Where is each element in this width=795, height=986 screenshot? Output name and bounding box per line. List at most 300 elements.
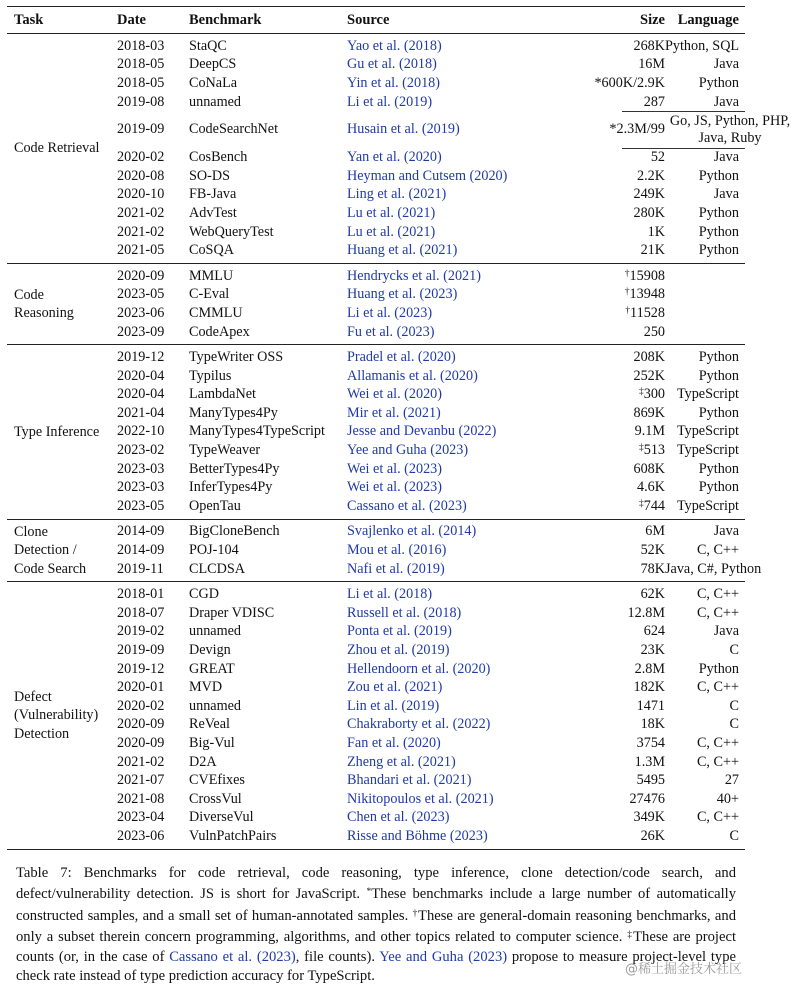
header-benchmark: Benchmark: [189, 11, 262, 28]
benchmark-cell: CosBench: [189, 149, 248, 166]
size-value: 26K: [640, 827, 665, 844]
header-source: Source: [347, 11, 390, 28]
source-citation-link[interactable]: Zhou et al. (2019): [347, 642, 450, 659]
benchmark-cell: CrossVul: [189, 790, 242, 807]
table-row: [7, 734, 745, 753]
date-cell: 2020-09: [117, 734, 165, 751]
table-row: [7, 641, 745, 660]
source-citation-link[interactable]: Zheng et al. (2021): [347, 753, 456, 770]
size-cell: [567, 498, 665, 515]
size-value: *2.3M/99: [609, 121, 665, 138]
source-citation-link[interactable]: Huang et al. (2021): [347, 242, 458, 259]
language-cell: Python: [698, 460, 739, 477]
benchmark-cell: DiverseVul: [189, 809, 254, 826]
size-footnote-mark: ‡: [638, 443, 644, 454]
date-cell: 2023-06: [117, 827, 165, 844]
size-cell: [567, 772, 665, 789]
language-cell: Python: [698, 74, 739, 91]
benchmark-cell: POJ-104: [189, 542, 239, 559]
language-cell: C: [729, 827, 739, 844]
language-cell: Python: [698, 479, 739, 496]
size-cell: [567, 168, 665, 185]
size-cell: [567, 642, 665, 659]
size-cell: [567, 286, 665, 303]
source-citation-link[interactable]: Yan et al. (2020): [347, 149, 442, 166]
task-label-line: Type Inference: [14, 423, 100, 440]
size-cell: [567, 405, 665, 422]
size-cell: [567, 828, 665, 845]
language-cell: C, C++: [696, 809, 739, 826]
task-label: [14, 286, 74, 323]
language-cell: Java: [713, 623, 739, 640]
source-citation-link[interactable]: Nafi et al. (2019): [347, 560, 445, 577]
size-cell: [567, 442, 665, 459]
table-row: [7, 267, 745, 286]
size-footnote-mark: †: [624, 287, 630, 298]
size-value: 287: [643, 93, 665, 110]
date-cell: 2018-05: [117, 56, 165, 73]
date-cell: 2018-05: [117, 74, 165, 91]
size-value: 869K: [633, 404, 665, 421]
source-citation-link[interactable]: Bhandari et al. (2021): [347, 772, 472, 789]
size-value: 21K: [640, 242, 665, 259]
benchmark-cell: CodeSearchNet: [189, 121, 279, 138]
source-citation-link[interactable]: Russell et al. (2018): [347, 604, 462, 621]
source-citation-link[interactable]: Chen et al. (2023): [347, 809, 450, 826]
table-row: [7, 809, 745, 828]
table-row: [7, 716, 745, 735]
source-citation-link[interactable]: Wei et al. (2020): [347, 386, 442, 403]
benchmark-cell: CLCDSA: [189, 560, 245, 577]
task-label: [14, 688, 98, 744]
table-row: [7, 460, 745, 479]
size-cell: [567, 523, 665, 540]
language-cell: Java: [713, 56, 739, 73]
source-citation-link[interactable]: Li et al. (2018): [347, 586, 433, 603]
caption-citation-link[interactable]: Yee and Guha (2023): [379, 948, 508, 965]
header-language: Language: [677, 11, 739, 28]
size-cell: [567, 586, 665, 603]
table-row: [7, 623, 745, 642]
date-cell: 2021-02: [117, 204, 165, 221]
language-cell: Python: [698, 167, 739, 184]
benchmark-cell: Devign: [189, 642, 231, 659]
source-citation-link[interactable]: Nikitopoulos et al. (2021): [347, 790, 494, 807]
date-cell: 2019-09: [117, 121, 165, 138]
task-label-line: Defect: [14, 688, 52, 705]
source-citation-link[interactable]: Svajlenko et al. (2014): [347, 523, 477, 540]
size-cell: [567, 735, 665, 752]
source-citation-link[interactable]: Yee and Guha (2023): [347, 442, 469, 459]
date-cell: 2020-10: [117, 186, 165, 203]
date-cell: 2020-09: [117, 267, 165, 284]
date-cell: 2019-02: [117, 623, 165, 640]
size-value: 27476: [629, 790, 665, 807]
table-row: [7, 423, 745, 442]
date-cell: 2014-09: [117, 523, 165, 540]
size-value: 252K: [633, 367, 665, 384]
date-cell: 2023-02: [117, 442, 165, 459]
caption-dagger: †: [412, 908, 419, 919]
caption-part-4: These are project counts (or, in the case of: [16, 929, 736, 965]
table-row: [7, 56, 745, 75]
source-citation-link[interactable]: Wei et al. (2023): [347, 479, 442, 496]
task-group: [7, 345, 745, 518]
task-label-line: Detection /: [14, 542, 77, 559]
language-cell: Java: [713, 149, 739, 166]
language-cell: TypeScript: [676, 442, 739, 459]
date-cell: 2023-03: [117, 479, 165, 496]
size-value: 11528: [630, 304, 665, 321]
size-cell: [567, 75, 665, 92]
benchmark-cell: Big-Vul: [189, 734, 235, 751]
size-value: 62K: [640, 586, 665, 603]
benchmark-table: [7, 6, 791, 850]
benchmark-cell: CoSQA: [189, 242, 234, 259]
size-cell: [567, 661, 665, 678]
size-value: 12.8M: [627, 604, 665, 621]
language-cell: C, C++: [696, 604, 739, 621]
size-value: 52: [650, 149, 665, 166]
benchmark-cell: StaQC: [189, 37, 227, 54]
source-citation-link[interactable]: Pradel et al. (2020): [347, 349, 456, 366]
size-cell: [567, 186, 665, 203]
source-citation-link[interactable]: Hendrycks et al. (2021): [347, 267, 481, 284]
language-cell: C, C++: [696, 734, 739, 751]
date-cell: 2018-01: [117, 586, 165, 603]
language-multiline: Go, JS, Python, PHP, Java, Ruby: [669, 112, 791, 146]
source-citation-link[interactable]: Yin et al. (2018): [347, 74, 440, 91]
language-cell: C: [729, 642, 739, 659]
date-cell: 2019-09: [117, 642, 165, 659]
benchmark-cell: CGD: [189, 586, 219, 603]
watermark: @稀土掘金技术社区: [624, 962, 742, 977]
source-citation-link[interactable]: Huang et al. (2023): [347, 286, 458, 303]
benchmark-cell: TypeWeaver: [189, 442, 261, 459]
task-group: [7, 264, 745, 344]
benchmark-cell: unnamed: [189, 623, 242, 640]
date-cell: 2023-05: [117, 497, 165, 514]
source-citation-link[interactable]: Lin et al. (2019): [347, 697, 440, 714]
size-value: 9.1M: [634, 423, 665, 440]
source-citation-link[interactable]: Hellendoorn et al. (2020): [347, 660, 491, 677]
size-cell: [567, 38, 665, 55]
language-subrule: [622, 148, 745, 149]
date-cell: 2021-08: [117, 790, 165, 807]
source-citation-link[interactable]: Risse and Böhme (2023): [347, 827, 488, 844]
source-citation-link[interactable]: Mou et al. (2016): [347, 542, 447, 559]
caption-ddagger: ‡: [627, 930, 634, 941]
source-citation-link[interactable]: Lu et al. (2021): [347, 223, 436, 240]
source-citation-link[interactable]: Lu et al. (2021): [347, 204, 436, 221]
size-cell: [567, 623, 665, 640]
table-row: [7, 37, 745, 56]
size-value: 2.8M: [634, 660, 665, 677]
language-subrule: [622, 111, 745, 112]
task-group: [7, 520, 762, 582]
date-cell: 2023-03: [117, 460, 165, 477]
date-cell: 2020-04: [117, 367, 165, 384]
size-value: 608K: [633, 460, 665, 477]
date-cell: 2020-01: [117, 679, 165, 696]
date-cell: 2022-10: [117, 423, 165, 440]
size-cell: [567, 423, 665, 440]
size-value: 268K: [633, 37, 665, 54]
size-cell: [567, 305, 665, 322]
task-label-line: (Vulnerability): [14, 707, 99, 724]
size-cell: [567, 349, 665, 366]
benchmark-cell: TypeWriter OSS: [189, 349, 284, 366]
table-row: [7, 323, 745, 342]
size-cell: [567, 716, 665, 733]
size-cell: [567, 94, 665, 111]
date-cell: 2020-02: [117, 149, 165, 166]
source-citation-link[interactable]: Yao et al. (2018): [347, 37, 442, 54]
benchmark-cell: BigCloneBench: [189, 523, 280, 540]
size-value: 1K: [647, 223, 665, 240]
task-label-line: Code: [14, 286, 44, 303]
table-row: [7, 790, 745, 809]
table-row: [7, 697, 745, 716]
source-citation-link[interactable]: Jesse and Devanbu (2022): [347, 423, 497, 440]
language-cell: Java: [713, 523, 739, 540]
benchmark-cell: OpenTau: [189, 497, 241, 514]
language-cell: Java: [713, 186, 739, 203]
table-row: [7, 348, 745, 367]
table-row: [7, 74, 745, 93]
bottom-rule: [7, 849, 745, 850]
size-cell: [567, 698, 665, 715]
size-cell: [567, 809, 665, 826]
language-cell: Python: [698, 404, 739, 421]
source-citation-link[interactable]: Fu et al. (2023): [347, 323, 435, 340]
benchmark-cell: CVEfixes: [189, 772, 245, 789]
size-value: 15908: [629, 267, 665, 284]
language-cell: Java, C#, Python: [665, 560, 762, 577]
size-cell: [567, 149, 665, 166]
benchmark-cell: InferTypes4Py: [189, 479, 273, 496]
size-cell: [567, 561, 665, 578]
table-row: [7, 523, 745, 542]
language-cell: Python: [698, 660, 739, 677]
language-cell: TypeScript: [676, 497, 739, 514]
table-row: [7, 167, 745, 186]
caption-part-3: These are general-domain reasoning benchmarks, and only a subset therein concern programming, algorithms, and other topics related to computer science.: [16, 907, 736, 946]
table-row: [7, 604, 745, 623]
date-cell: 2021-07: [117, 772, 165, 789]
source-citation-link[interactable]: Husain et al. (2019): [347, 121, 460, 138]
table-row: [7, 497, 745, 516]
size-cell: [567, 754, 665, 771]
size-value: 624: [643, 623, 665, 640]
size-value: 250: [643, 323, 665, 340]
table-row: [7, 241, 745, 260]
source-citation-link[interactable]: Chakraborty et al. (2022): [347, 716, 491, 733]
size-cell: [567, 461, 665, 478]
date-cell: 2023-09: [117, 323, 165, 340]
size-value: 349K: [633, 809, 665, 826]
size-footnote-mark: †: [625, 305, 631, 316]
date-cell: 2014-09: [117, 542, 165, 559]
header-task: Task: [14, 11, 44, 28]
date-cell: 2019-08: [117, 93, 165, 110]
language-cell: C: [729, 716, 739, 733]
table-header: [7, 7, 745, 33]
table-body: [7, 34, 791, 850]
task-label-line: Reasoning: [14, 305, 74, 322]
language-cell: TypeScript: [676, 386, 739, 403]
size-cell: [567, 605, 665, 622]
language-cell: C, C++: [696, 679, 739, 696]
table-row: [7, 660, 745, 679]
size-value: 13948: [629, 286, 665, 303]
size-value: 208K: [633, 349, 665, 366]
size-value: 249K: [633, 186, 665, 203]
task-group: [7, 582, 745, 848]
date-cell: 2019-12: [117, 660, 165, 677]
size-value: 280K: [633, 204, 665, 221]
task-label: [14, 523, 86, 579]
date-cell: 2020-04: [117, 386, 165, 403]
size-value: 2.2K: [637, 167, 665, 184]
benchmark-cell: AdvTest: [189, 204, 237, 221]
table-row: [7, 304, 745, 323]
caption-part-1: Table 7: Benchmarks for code retrieval, code reasoning, type inference, clone detection/code search, and defect/vulnerability detection. JS is short for JavaScript.: [16, 865, 736, 903]
table-row: [7, 753, 745, 772]
source-citation-link[interactable]: Allamanis et al. (2020): [347, 367, 478, 384]
language-cell: 40+: [716, 790, 739, 807]
task-label-line: Detection: [14, 725, 70, 742]
table-row: [7, 827, 745, 846]
caption-citation-link[interactable]: Cassano et al. (2023): [169, 948, 296, 965]
header-size: Size: [640, 11, 665, 28]
size-value: 5495: [636, 772, 665, 789]
language-cell: Python: [698, 367, 739, 384]
size-cell: [567, 224, 665, 241]
benchmark-cell: WebQueryTest: [189, 223, 274, 240]
size-value: 3754: [636, 734, 665, 751]
benchmark-cell: C-Eval: [189, 286, 230, 303]
size-cell: [567, 679, 665, 696]
source-citation-link[interactable]: Ling et al. (2021): [347, 186, 447, 203]
benchmark-cell: Draper VDISC: [189, 604, 275, 621]
caption-part-2: These benchmarks include a large number of automatically constructed samples, and a small set of human-annotated samples.: [16, 886, 736, 924]
task-label-line: Code Search: [14, 560, 87, 577]
source-citation-link[interactable]: Mir et al. (2021): [347, 404, 441, 421]
benchmark-cell: LambdaNet: [189, 386, 256, 403]
size-value: *600K/2.9K: [594, 74, 665, 91]
table-row: [7, 541, 745, 560]
table-row: [7, 585, 745, 604]
table-row: [7, 367, 745, 386]
table-row: [7, 478, 745, 497]
task-label: [14, 139, 100, 158]
table-row: [7, 186, 745, 205]
benchmark-cell: unnamed: [189, 697, 242, 714]
caption-part-6: propose to measure project-level type check rate instead of type prediction accuracy for TypeScript.: [16, 948, 736, 985]
date-cell: 2023-06: [117, 304, 165, 321]
size-value: 744: [643, 497, 665, 514]
language-cell: 27: [724, 772, 739, 789]
benchmark-cell: DeepCS: [189, 56, 237, 73]
benchmark-cell: unnamed: [189, 93, 242, 110]
size-cell: [567, 242, 665, 259]
benchmark-cell: FB-Java: [189, 186, 237, 203]
language-cell: Python: [698, 204, 739, 221]
size-value: 182K: [633, 679, 665, 696]
benchmark-cell: ManyTypes4Py: [189, 404, 278, 421]
language-cell: C, C++: [696, 586, 739, 603]
table-row: [7, 93, 745, 112]
language-cell: [665, 112, 791, 147]
caption-part-5: , file counts).: [295, 948, 380, 965]
source-citation-link[interactable]: Cassano et al. (2023): [347, 497, 467, 514]
date-cell: 2019-11: [117, 560, 164, 577]
task-label-line: Clone: [14, 523, 48, 540]
date-cell: 2018-07: [117, 604, 165, 621]
caption-star: *: [366, 887, 372, 898]
source-citation-link[interactable]: Li et al. (2023): [347, 304, 433, 321]
language-cell: Python: [698, 349, 739, 366]
table-row: [7, 223, 745, 242]
size-cell: [567, 368, 665, 385]
source-citation-link[interactable]: Li et al. (2019): [347, 93, 433, 110]
size-cell: [567, 205, 665, 222]
language-cell: Python: [698, 223, 739, 240]
date-cell: 2023-04: [117, 809, 165, 826]
benchmark-cell: Typilus: [189, 367, 232, 384]
date-cell: 2021-04: [117, 404, 165, 421]
table-row: [7, 560, 762, 579]
size-value: 1.3M: [634, 753, 665, 770]
source-citation-link[interactable]: Heyman and Cutsem (2020): [347, 167, 508, 184]
size-value: 300: [643, 386, 665, 403]
task-label-line: Code Retrieval: [14, 140, 100, 157]
benchmark-cell: VulnPatchPairs: [189, 827, 277, 844]
date-cell: 2021-05: [117, 242, 165, 259]
size-value: 23K: [640, 642, 665, 659]
source-citation-link[interactable]: Zou et al. (2021): [347, 679, 443, 696]
size-cell: [567, 791, 665, 808]
table-row: [7, 386, 745, 405]
size-footnote-mark: ‡: [638, 498, 644, 509]
language-cell: TypeScript: [676, 423, 739, 440]
benchmark-cell: SO-DS: [189, 167, 230, 184]
size-value: 52K: [640, 542, 665, 559]
table-row: [7, 404, 745, 423]
header-date: Date: [117, 11, 146, 28]
language-cell: Python, SQL: [665, 37, 740, 54]
source-citation-link[interactable]: Gu et al. (2018): [347, 56, 437, 73]
size-cell: [567, 542, 665, 559]
date-cell: 2020-02: [117, 697, 165, 714]
date-cell: 2020-08: [117, 167, 165, 184]
source-citation-link[interactable]: Wei et al. (2023): [347, 460, 442, 477]
benchmark-cell: CMMLU: [189, 304, 243, 321]
table-row: [7, 111, 791, 148]
source-citation-link[interactable]: Fan et al. (2020): [347, 734, 441, 751]
date-cell: 2018-03: [117, 37, 165, 54]
benchmark-cell: CodeApex: [189, 323, 250, 340]
size-cell: [567, 479, 665, 496]
language-cell: C, C++: [696, 753, 739, 770]
size-cell: [567, 324, 665, 341]
size-value: 6M: [645, 523, 665, 540]
table-row: [7, 771, 745, 790]
source-citation-link[interactable]: Ponta et al. (2019): [347, 623, 452, 640]
benchmark-cell: CoNaLa: [189, 74, 238, 91]
language-cell: Java: [713, 93, 739, 110]
